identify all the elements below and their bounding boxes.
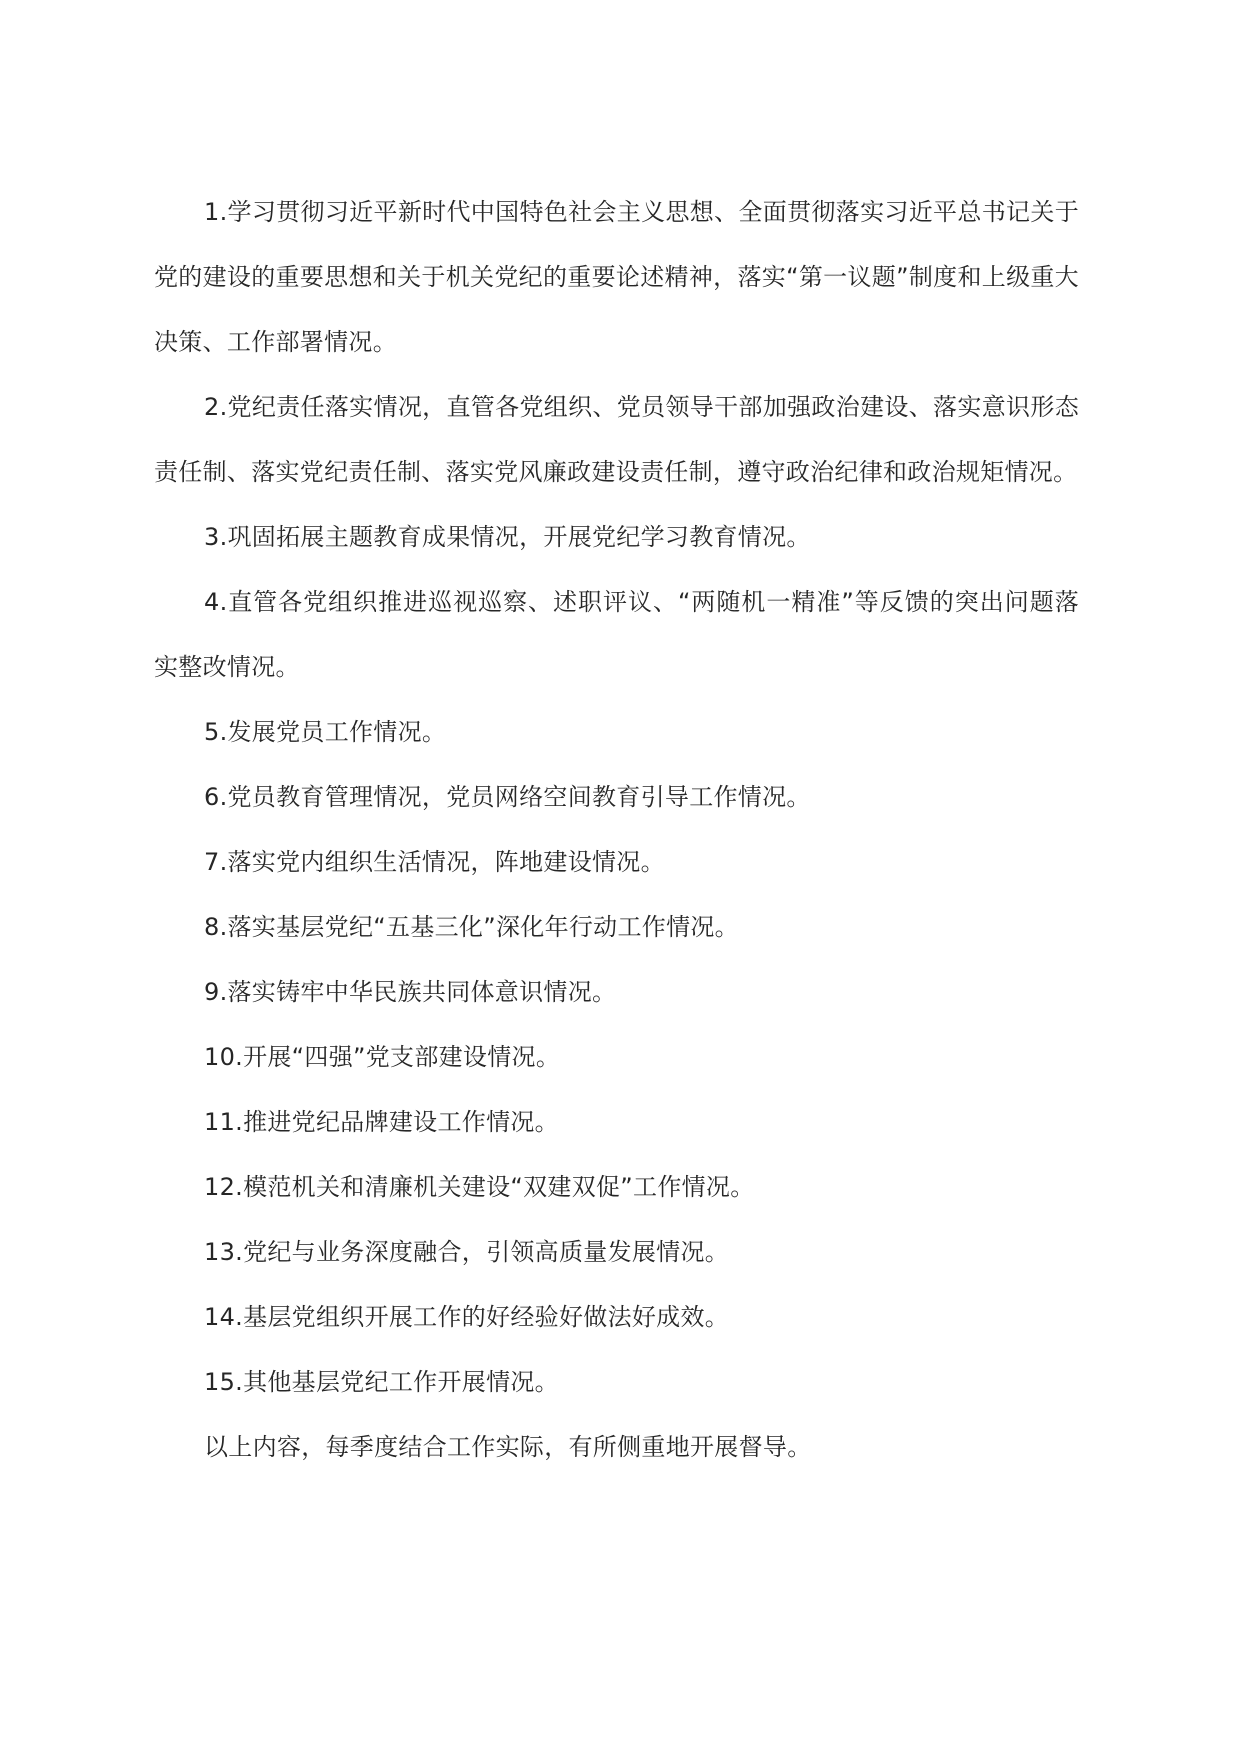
- paragraph-item-11: 11.推进党纪品牌建设工作情况。: [204, 1108, 559, 1136]
- document-body: [154, 180, 1079, 1480]
- paragraph-item-3: 3.巩固拓展主题教育成果情况，开展党纪学习教育情况。: [204, 523, 811, 551]
- paragraph-item-2: 2.党纪责任落实情况，直管各党组织、党员领导干部加强政治建设、落实意识形态责任制、落实党纪责任制、落实党风廉政建设责任制，遵守政治纪律和政治规矩情况。: [154, 393, 1079, 486]
- paragraph-item-15: 15.其他基层党纪工作开展情况。: [204, 1368, 559, 1396]
- paragraph-item-8: 8.落实基层党纪“五基三化”深化年行动工作情况。: [204, 913, 739, 941]
- paragraph-item-9: 9.落实铸牢中华民族共同体意识情况。: [204, 978, 617, 1006]
- closing-paragraph: 以上内容，每季度结合工作实际，有所侧重地开展督导。: [204, 1433, 812, 1461]
- paragraph-item-12: 12.模范机关和清廉机关建设“双建双促”工作情况。: [204, 1173, 755, 1201]
- paragraph-item-14: 14.基层党组织开展工作的好经验好做法好成效。: [204, 1303, 730, 1331]
- paragraph-item-4: 4.直管各党组织推进巡视巡察、述职评议、“两随机一精准”等反馈的突出问题落实整改情况。: [154, 588, 1079, 681]
- paragraph-item-13: 13.党纪与业务深度融合，引领高质量发展情况。: [204, 1238, 730, 1266]
- paragraph-item-5: 5.发展党员工作情况。: [204, 718, 447, 746]
- paragraph-item-6: 6.党员教育管理情况，党员网络空间教育引导工作情况。: [204, 783, 811, 811]
- paragraph-item-1: 1.学习贯彻习近平新时代中国特色社会主义思想、全面贯彻落实习近平总书记关于党的建设的重要思想和关于机关党纪的重要论述精神，落实“第一议题”制度和上级重大决策、工作部署情况。: [154, 198, 1079, 356]
- paragraph-item-7: 7.落实党内组织生活情况，阵地建设情况。: [204, 848, 665, 876]
- paragraph-item-10: 10.开展“四强”党支部建设情况。: [204, 1043, 561, 1071]
